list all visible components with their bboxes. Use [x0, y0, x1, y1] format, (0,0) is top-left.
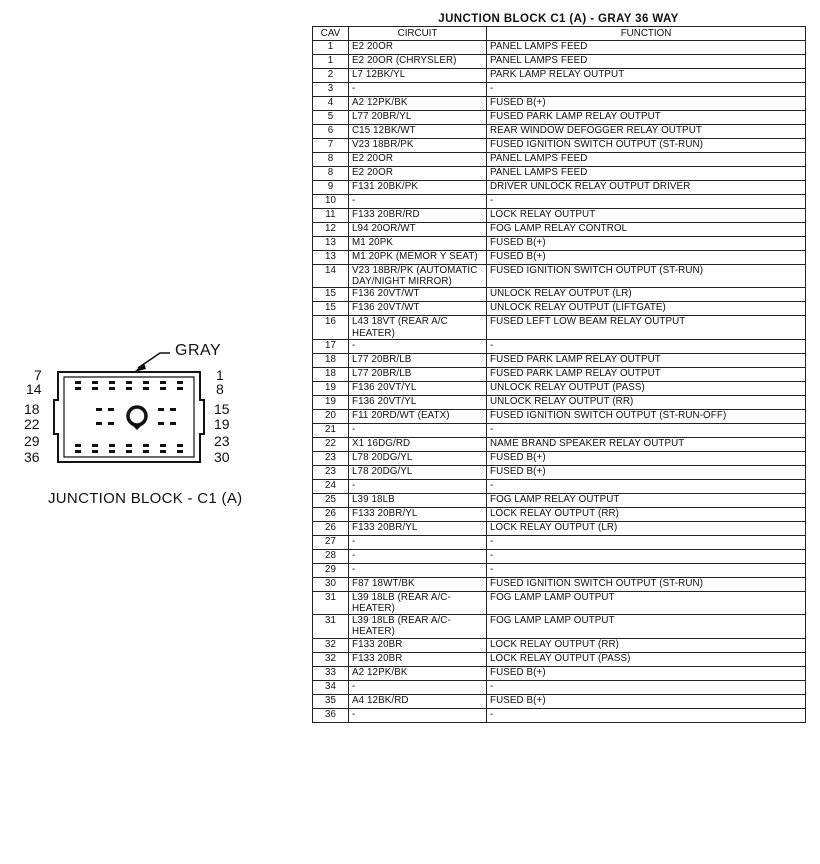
table-row — [313, 209, 806, 223]
table-row — [313, 367, 806, 381]
cell-function: FUSED IGNITION SWITCH OUTPUT (ST-RUN) — [487, 577, 806, 591]
cell-function: NAME BRAND SPEAKER RELAY OUTPUT — [487, 437, 806, 451]
cell-circuit: F136 20VT/YL — [349, 381, 487, 395]
cell-cav: 17 — [313, 339, 349, 353]
cell-function: DRIVER UNLOCK RELAY OUTPUT DRIVER — [487, 181, 806, 195]
table-row — [313, 69, 806, 83]
cell-circuit: V23 18BR/PK (AUTOMATIC DAY/NIGHT MIRROR) — [349, 265, 487, 288]
pin-label-29: 29 — [24, 433, 40, 449]
cell-cav: 30 — [313, 577, 349, 591]
cell-function: LOCK RELAY OUTPUT — [487, 209, 806, 223]
table-row — [313, 153, 806, 167]
cell-function: FUSED B(+) — [487, 694, 806, 708]
cell-function: UNLOCK RELAY OUTPUT (LR) — [487, 288, 806, 302]
table-row — [313, 125, 806, 139]
header-function: FUNCTION — [487, 27, 806, 41]
header-cav: CAV — [313, 27, 349, 41]
table-row — [313, 521, 806, 535]
cell-cav: 27 — [313, 535, 349, 549]
table-row — [313, 437, 806, 451]
cell-function: REAR WINDOW DEFOGGER RELAY OUTPUT — [487, 125, 806, 139]
table-row — [313, 666, 806, 680]
cell-circuit: L77 20BR/YL — [349, 111, 487, 125]
connector-diagram — [20, 330, 280, 480]
pinout-table-section — [312, 12, 805, 723]
center-bolt-icon — [128, 407, 146, 425]
cell-cav: 31 — [313, 615, 349, 638]
cell-cav: 16 — [313, 316, 349, 339]
cell-cav: 4 — [313, 97, 349, 111]
pin-row-middle — [96, 408, 176, 425]
cell-function: - — [487, 195, 806, 209]
pin-row-top — [75, 381, 183, 390]
table-row — [313, 694, 806, 708]
pin-label-36: 36 — [24, 449, 40, 465]
cell-circuit: L77 20BR/LB — [349, 367, 487, 381]
cell-cav: 32 — [313, 652, 349, 666]
cell-circuit: M1 20PK — [349, 237, 487, 251]
table-row — [313, 41, 806, 55]
cell-cav: 11 — [313, 209, 349, 223]
pin-label-23: 23 — [214, 433, 230, 449]
cell-cav: 23 — [313, 465, 349, 479]
cell-cav: 23 — [313, 451, 349, 465]
table-row — [313, 638, 806, 652]
table-row — [313, 265, 806, 288]
table-row — [313, 409, 806, 423]
figure-caption: JUNCTION BLOCK - C1 (A) — [48, 490, 243, 507]
cell-circuit: - — [349, 83, 487, 97]
pin-label-19: 19 — [214, 416, 230, 432]
cell-cav: 21 — [313, 423, 349, 437]
table-row — [313, 288, 806, 302]
table-row — [313, 237, 806, 251]
connector-figure — [20, 330, 280, 520]
cell-circuit: F133 20BR/RD — [349, 209, 487, 223]
cell-circuit: A4 12BK/RD — [349, 694, 487, 708]
table-row — [313, 451, 806, 465]
table-row — [313, 395, 806, 409]
cell-circuit: - — [349, 708, 487, 722]
cell-function: FUSED B(+) — [487, 465, 806, 479]
table-row — [313, 507, 806, 521]
cell-circuit: F133 20BR/YL — [349, 521, 487, 535]
cell-cav: 31 — [313, 591, 349, 614]
cell-circuit: L77 20BR/LB — [349, 353, 487, 367]
cell-circuit: L39 18LB — [349, 493, 487, 507]
cell-function: FOG LAMP LAMP OUTPUT — [487, 591, 806, 614]
center-bolt-notch — [132, 425, 142, 430]
cell-circuit: A2 12PK/BK — [349, 666, 487, 680]
cell-cav: 26 — [313, 521, 349, 535]
cell-function: - — [487, 535, 806, 549]
cell-cav: 15 — [313, 302, 349, 316]
cell-circuit: F131 20BK/PK — [349, 181, 487, 195]
cell-circuit: - — [349, 195, 487, 209]
cell-circuit: - — [349, 479, 487, 493]
cell-cav: 25 — [313, 493, 349, 507]
cell-cav: 29 — [313, 563, 349, 577]
cell-function: - — [487, 339, 806, 353]
cell-cav: 10 — [313, 195, 349, 209]
cell-cav: 15 — [313, 288, 349, 302]
cell-function: - — [487, 83, 806, 97]
table-row — [313, 55, 806, 69]
cell-circuit: - — [349, 563, 487, 577]
cell-circuit: - — [349, 423, 487, 437]
pin-label-8: 8 — [216, 381, 224, 397]
table-row — [313, 615, 806, 638]
cell-function: FUSED B(+) — [487, 97, 806, 111]
cell-function: FUSED IGNITION SWITCH OUTPUT (ST-RUN) — [487, 265, 806, 288]
cell-cav: 26 — [313, 507, 349, 521]
header-circuit: CIRCUIT — [349, 27, 487, 41]
cell-function: FUSED LEFT LOW BEAM RELAY OUTPUT — [487, 316, 806, 339]
table-row — [313, 195, 806, 209]
cell-function: FOG LAMP RELAY OUTPUT — [487, 493, 806, 507]
cell-function: LOCK RELAY OUTPUT (RR) — [487, 638, 806, 652]
cell-circuit: - — [349, 680, 487, 694]
table-row — [313, 181, 806, 195]
table-row — [313, 652, 806, 666]
pin-label-7: 7 — [34, 367, 42, 383]
cell-circuit: F136 20VT/YL — [349, 395, 487, 409]
cell-circuit: - — [349, 535, 487, 549]
table-row — [313, 97, 806, 111]
cell-circuit: L94 20OR/WT — [349, 223, 487, 237]
table-row — [313, 339, 806, 353]
table-row — [313, 139, 806, 153]
table-row — [313, 563, 806, 577]
cell-function: PANEL LAMPS FEED — [487, 153, 806, 167]
cell-function: - — [487, 549, 806, 563]
cell-circuit: L7 12BK/YL — [349, 69, 487, 83]
cell-function: FUSED B(+) — [487, 237, 806, 251]
pin-row-bottom — [75, 444, 183, 453]
cell-function: UNLOCK RELAY OUTPUT (LIFTGATE) — [487, 302, 806, 316]
cell-cav: 9 — [313, 181, 349, 195]
cell-cav: 19 — [313, 395, 349, 409]
cell-cav: 12 — [313, 223, 349, 237]
cell-circuit: F11 20RD/WT (EATX) — [349, 409, 487, 423]
pin-label-1: 1 — [216, 367, 224, 383]
cell-function: - — [487, 708, 806, 722]
cell-cav: 34 — [313, 680, 349, 694]
cell-circuit: L39 18LB (REAR A/C-HEATER) — [349, 591, 487, 614]
cell-cav: 35 — [313, 694, 349, 708]
cell-function: FUSED PARK LAMP RELAY OUTPUT — [487, 111, 806, 125]
table-row — [313, 251, 806, 265]
cell-circuit: E2 20OR — [349, 41, 487, 55]
table-header-row — [313, 27, 806, 41]
cell-function: FUSED B(+) — [487, 251, 806, 265]
cell-cav: 6 — [313, 125, 349, 139]
cell-function: FUSED IGNITION SWITCH OUTPUT (ST-RUN) — [487, 139, 806, 153]
cell-cav: 32 — [313, 638, 349, 652]
table-row — [313, 680, 806, 694]
gray-leader-arrow — [134, 363, 146, 372]
table-row — [313, 591, 806, 614]
cell-function: - — [487, 423, 806, 437]
cell-circuit: C15 12BK/WT — [349, 125, 487, 139]
pin-label-14: 14 — [26, 381, 42, 397]
cell-cav: 20 — [313, 409, 349, 423]
cell-cav: 22 — [313, 437, 349, 451]
pin-label-18: 18 — [24, 401, 40, 417]
cell-circuit: E2 20OR — [349, 167, 487, 181]
table-row — [313, 465, 806, 479]
table-row — [313, 381, 806, 395]
pin-label-30: 30 — [214, 449, 230, 465]
table-row — [313, 423, 806, 437]
cell-circuit: F136 20VT/WT — [349, 288, 487, 302]
table-row — [313, 549, 806, 563]
cell-function: LOCK RELAY OUTPUT (LR) — [487, 521, 806, 535]
cell-function: FUSED PARK LAMP RELAY OUTPUT — [487, 367, 806, 381]
cell-circuit: L43 18VT (REAR A/C HEATER) — [349, 316, 487, 339]
table-row — [313, 353, 806, 367]
table-row — [313, 83, 806, 97]
cell-function: - — [487, 563, 806, 577]
cell-function: UNLOCK RELAY OUTPUT (PASS) — [487, 381, 806, 395]
cell-cav: 18 — [313, 367, 349, 381]
cell-cav: 8 — [313, 167, 349, 181]
table-title: JUNCTION BLOCK C1 (A) - GRAY 36 WAY — [438, 13, 679, 25]
cell-circuit: - — [349, 549, 487, 563]
cell-function: FUSED IGNITION SWITCH OUTPUT (ST-RUN-OFF) — [487, 409, 806, 423]
cell-circuit: F133 20BR — [349, 652, 487, 666]
cell-function: FUSED B(+) — [487, 451, 806, 465]
cell-cav: 24 — [313, 479, 349, 493]
cell-cav: 33 — [313, 666, 349, 680]
table-row — [313, 302, 806, 316]
cell-function: LOCK RELAY OUTPUT (RR) — [487, 507, 806, 521]
cell-circuit: F133 20BR/YL — [349, 507, 487, 521]
cell-circuit: L78 20DG/YL — [349, 465, 487, 479]
cell-cav: 28 — [313, 549, 349, 563]
table-row — [313, 479, 806, 493]
table-row — [313, 316, 806, 339]
pinout-table — [312, 26, 806, 723]
cell-function: FUSED PARK LAMP RELAY OUTPUT — [487, 353, 806, 367]
cell-cav: 1 — [313, 55, 349, 69]
cell-cav: 14 — [313, 265, 349, 288]
cell-circuit: F136 20VT/WT — [349, 302, 487, 316]
cell-function: FOG LAMP LAMP OUTPUT — [487, 615, 806, 638]
cell-function: FUSED B(+) — [487, 666, 806, 680]
cell-function: - — [487, 479, 806, 493]
cell-function: PANEL LAMPS FEED — [487, 167, 806, 181]
cell-cav: 36 — [313, 708, 349, 722]
cell-function: PARK LAMP RELAY OUTPUT — [487, 69, 806, 83]
cell-circuit: L39 18LB (REAR A/C-HEATER) — [349, 615, 487, 638]
cell-circuit: E2 20OR — [349, 153, 487, 167]
cell-circuit: L78 20DG/YL — [349, 451, 487, 465]
table-row — [313, 577, 806, 591]
cell-cav: 8 — [313, 153, 349, 167]
cell-circuit: F133 20BR — [349, 638, 487, 652]
cell-cav: 13 — [313, 251, 349, 265]
connector-color-label: GRAY — [175, 342, 222, 359]
cell-circuit: A2 12PK/BK — [349, 97, 487, 111]
pin-label-22: 22 — [24, 416, 40, 432]
cell-function: - — [487, 680, 806, 694]
cell-function: LOCK RELAY OUTPUT (PASS) — [487, 652, 806, 666]
pin-label-15: 15 — [214, 401, 230, 417]
cell-cav: 3 — [313, 83, 349, 97]
cell-function: PANEL LAMPS FEED — [487, 55, 806, 69]
table-row — [313, 535, 806, 549]
cell-circuit: E2 20OR (CHRYSLER) — [349, 55, 487, 69]
cell-cav: 13 — [313, 237, 349, 251]
table-row — [313, 708, 806, 722]
cell-function: UNLOCK RELAY OUTPUT (RR) — [487, 395, 806, 409]
cell-circuit: - — [349, 339, 487, 353]
cell-cav: 18 — [313, 353, 349, 367]
cell-circuit: M1 20PK (MEMOR Y SEAT) — [349, 251, 487, 265]
cell-function: PANEL LAMPS FEED — [487, 41, 806, 55]
table-row — [313, 167, 806, 181]
table-body — [313, 41, 806, 723]
cell-cav: 7 — [313, 139, 349, 153]
cell-circuit: X1 16DG/RD — [349, 437, 487, 451]
cell-cav: 5 — [313, 111, 349, 125]
table-row — [313, 223, 806, 237]
cell-cav: 19 — [313, 381, 349, 395]
cell-circuit: F87 18WT/BK — [349, 577, 487, 591]
table-row — [313, 111, 806, 125]
cell-function: FOG LAMP RELAY CONTROL — [487, 223, 806, 237]
cell-cav: 2 — [313, 69, 349, 83]
cell-circuit: V23 18BR/PK — [349, 139, 487, 153]
table-row — [313, 493, 806, 507]
cell-cav: 1 — [313, 41, 349, 55]
